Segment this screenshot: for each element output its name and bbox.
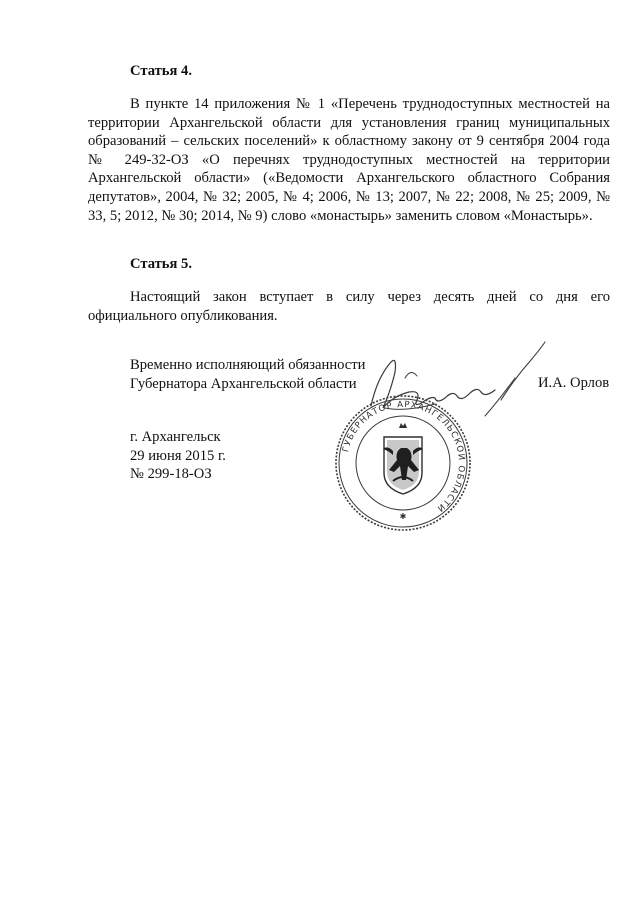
article-4-heading: Статья 4. <box>130 63 192 79</box>
handwritten-signature <box>365 338 555 428</box>
law-number: № 299-18-ОЗ <box>130 466 212 483</box>
signatory-name: И.А. Орлов <box>538 375 610 391</box>
city: г. Архангельск <box>130 429 221 445</box>
svg-text:✱: ✱ <box>399 512 407 521</box>
seal-text: ГУБЕРНАТОР АРХАНГЕЛЬСКОЙ ОБЛАСТИ <box>341 399 467 514</box>
signatory-position <box>130 356 365 393</box>
article-5-heading: Статья 5. <box>130 256 192 272</box>
place-date-number <box>130 428 226 484</box>
position-line-1: Временно исполняющий обязанности <box>130 357 366 373</box>
article-4-text: В пункте 14 приложения № 1 «Перечень труднодоступных местностей на территории Архангельской области для установления границ муниципальных образований – сельских поселений» к областному закону от 9 сентября 2004 года № 249-32-ОЗ «О перечнях труднодоступных местностей на территории Архангельской области» («Ведомости Архангельского областного Собрания депутатов», 2004, № 32; 2005, № 4; 2006, № 13; 2007, № 22; 2008, № 25; 2009, № 33, 5; 2012, № 30; 2014, № 9) слово «монастырь» заменить словом «Монастырь». <box>88 96 610 224</box>
position-line-2: Губернатора Архангельской области <box>130 375 357 392</box>
date: 29 июня 2015 г. <box>130 447 226 464</box>
article-5-text: Настоящий закон вступает в силу через десять дней со дня его официального опубликования. <box>88 289 610 324</box>
